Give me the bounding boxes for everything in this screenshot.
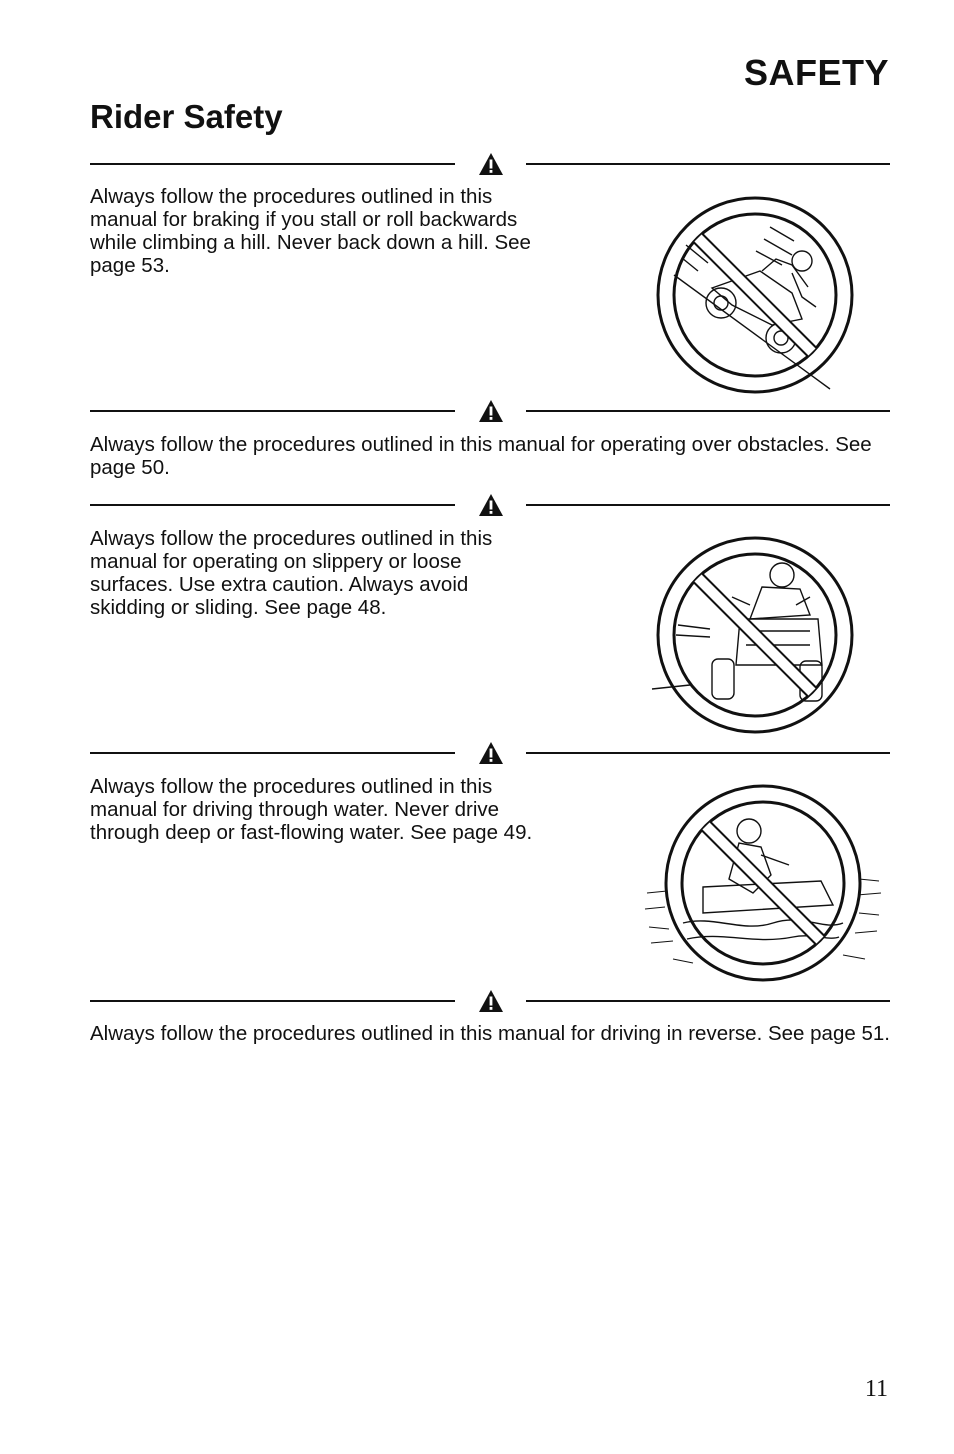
warning-text: Always follow the procedures outlined in this manual for operating on slippery or loose surfaces. Use extra caution. Always avoid skidding or sliding. See page 48. — [90, 527, 493, 619]
section-title: SAFETY — [743, 52, 889, 93]
warning-text: Always follow the procedures outlined in this manual for braking if you stall or roll backwards while climbing a hill. Never back down a hill. See page 53. — [90, 185, 531, 277]
warning-divider — [90, 989, 890, 1013]
warning-triangle-icon — [478, 741, 504, 765]
page-number: 11 — [864, 1376, 888, 1402]
warning-text: Always follow the procedures outlined in this manual for driving in reverse. See page 51. — [90, 1022, 890, 1045]
prohibited-backing-down-hill-illustration — [652, 193, 858, 397]
page-heading: Rider Safety — [90, 98, 283, 135]
warning-divider — [90, 493, 890, 517]
warning-divider — [90, 399, 890, 423]
warning-divider — [90, 741, 890, 765]
prohibited-skidding-sliding-illustration — [650, 535, 860, 737]
warning-text: Always follow the procedures outlined in this manual for driving through water. Never drive through deep or fast-flowing water. See page 49. — [90, 775, 533, 844]
warning-triangle-icon — [478, 989, 504, 1013]
warning-triangle-icon — [478, 493, 504, 517]
warning-text: Always follow the procedures outlined in this manual for operating over obstacles. See page 50. — [90, 433, 872, 479]
warning-triangle-icon — [478, 152, 504, 176]
warning-divider — [90, 152, 890, 176]
warning-triangle-icon — [478, 399, 504, 423]
prohibited-deep-water-illustration — [643, 783, 885, 985]
